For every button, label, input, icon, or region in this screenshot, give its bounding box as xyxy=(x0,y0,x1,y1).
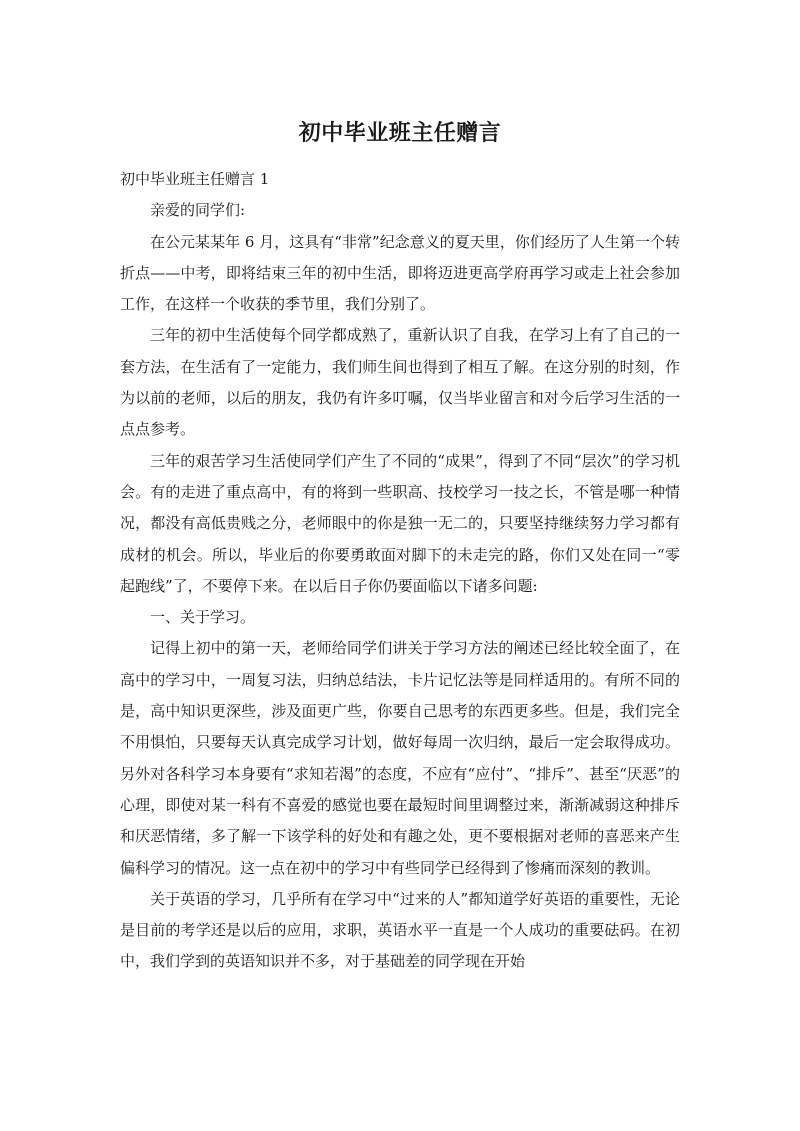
paragraph-english: 关于英语的学习，几乎所有在学习中“过来的人”都知道学好英语的重要性，无论是目前的考学还是以后的应用，求职，英语水平一直是一个人成功的重要砝码。在初中，我们学到的英语知识并不多，对于基础差的同学现在开始 xyxy=(120,889,680,971)
paragraph-greeting: 亲爱的同学们: xyxy=(150,201,246,220)
section-heading-study: 一、关于学习。 xyxy=(150,608,256,627)
paragraph-three-years: 三年的初中生活使每个同学都成熟了，重新认识了自我，在学习上有了自己的一套方法，在生活有了一定能力，我们师生间也得到了相互了解。在这分别的时刻，作为以前的老师，以后的朋友，我仍有许多叮嘱，仅当毕业留言和对今后学习生活的一点点参考。 xyxy=(120,326,680,439)
document-subtitle: 初中毕业班主任赠言 1 xyxy=(120,170,270,188)
document-title: 初中毕业班主任赠言 xyxy=(298,121,502,146)
paragraph-study-methods: 记得上初中的第一天，老师给同学们讲关于学习方法的阐述已经比较全面了，在高中的学习中，一周复习法，归纳总结法，卡片记忆法等是同样适用的。有所不同的是，高中知识更深些，涉及面更广些，你要自己思考的东西更多些。但是，我们完全不用惧怕，只要每天认真完成学习计划，做好每周一次归纳，最后一定会取得成功。另外对各科学习本身要有“求知若渴”的态度，不应有“应付”、“排斥”、甚至“厌恶”的心理，即使对某一科有不喜爱的感觉也要在最短时间里调整过来，渐渐减弱这种排斥和厌恶情绪，多了解一下该学科的好处和有趣之处，更不要根据对老师的喜恶来产生偏科学习的情况。这一点在初中的学习中有些同学已经得到了惨痛而深刻的教训。 xyxy=(120,639,680,877)
paragraph-intro: 在公元某某年 6 月，这具有“非常”纪念意义的夏天里，你们经历了人生第一个转折点——中考，即将结束三年的初中生活，即将迈进更高学府再学习或走上社会参加工作，在这样一个收获的季节里，我们分别了。 xyxy=(120,232,680,314)
paragraph-results: 三年的艰苦学习生活使同学们产生了不同的“成果”，得到了不同“层次”的学习机会。有的走进了重点高中，有的将到一些职高、技校学习一技之长，不管是哪一种情况，都没有高低贵贱之分，老师眼中的你是独一无二的，只要坚持继续努力学习都有成材的机会。所以，毕业后的你要勇敢面对脚下的未走完的路，你们又处在同一“零起跑线”了，不要停下来。在以后日子你仍要面临以下诸多问题: xyxy=(120,451,680,595)
